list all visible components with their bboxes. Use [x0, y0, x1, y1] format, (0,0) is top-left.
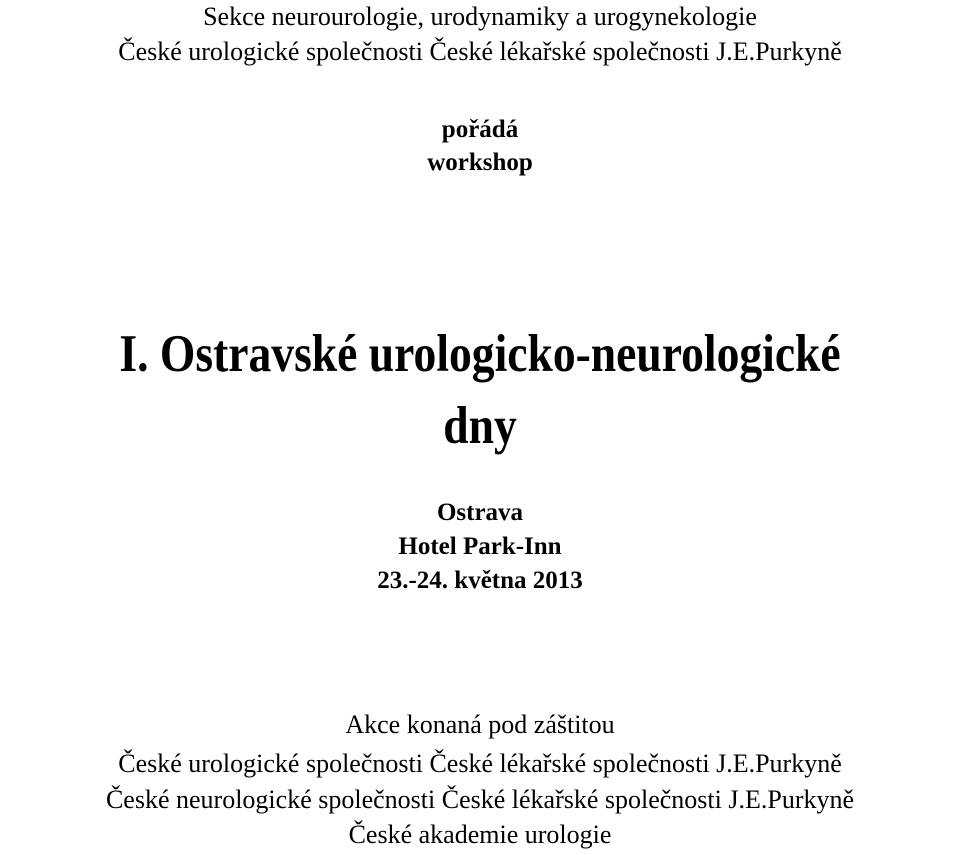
event-type-label: workshop: [427, 149, 533, 176]
event-title-line1: I. Ostravské urologicko-neurologické: [119, 325, 841, 383]
patron-urological-society: České urologické společnosti České lékařské společnosti J.E.Purkyně: [118, 749, 842, 778]
event-city: Ostrava: [436, 499, 524, 526]
patron-neurological-society: České neurologické společnosti České lékařské společnosti J.E.Purkyně: [105, 785, 855, 814]
patronage-intro: Akce konaná pod záštitou: [345, 710, 615, 739]
header-section-name: Sekce neurourologie, urodynamiky a urogynekologie: [203, 2, 757, 31]
organizes-label: pořádá: [441, 116, 519, 143]
event-title-line2: dny: [443, 397, 517, 455]
event-date: 23.-24. května 2013: [377, 567, 583, 594]
header-society-name: České urologické společnosti České lékařské společnosti J.E.Purkyně: [118, 37, 842, 66]
event-venue: Hotel Park-Inn: [398, 533, 562, 560]
patron-academy-of-urology: České akademie urologie: [348, 820, 612, 849]
